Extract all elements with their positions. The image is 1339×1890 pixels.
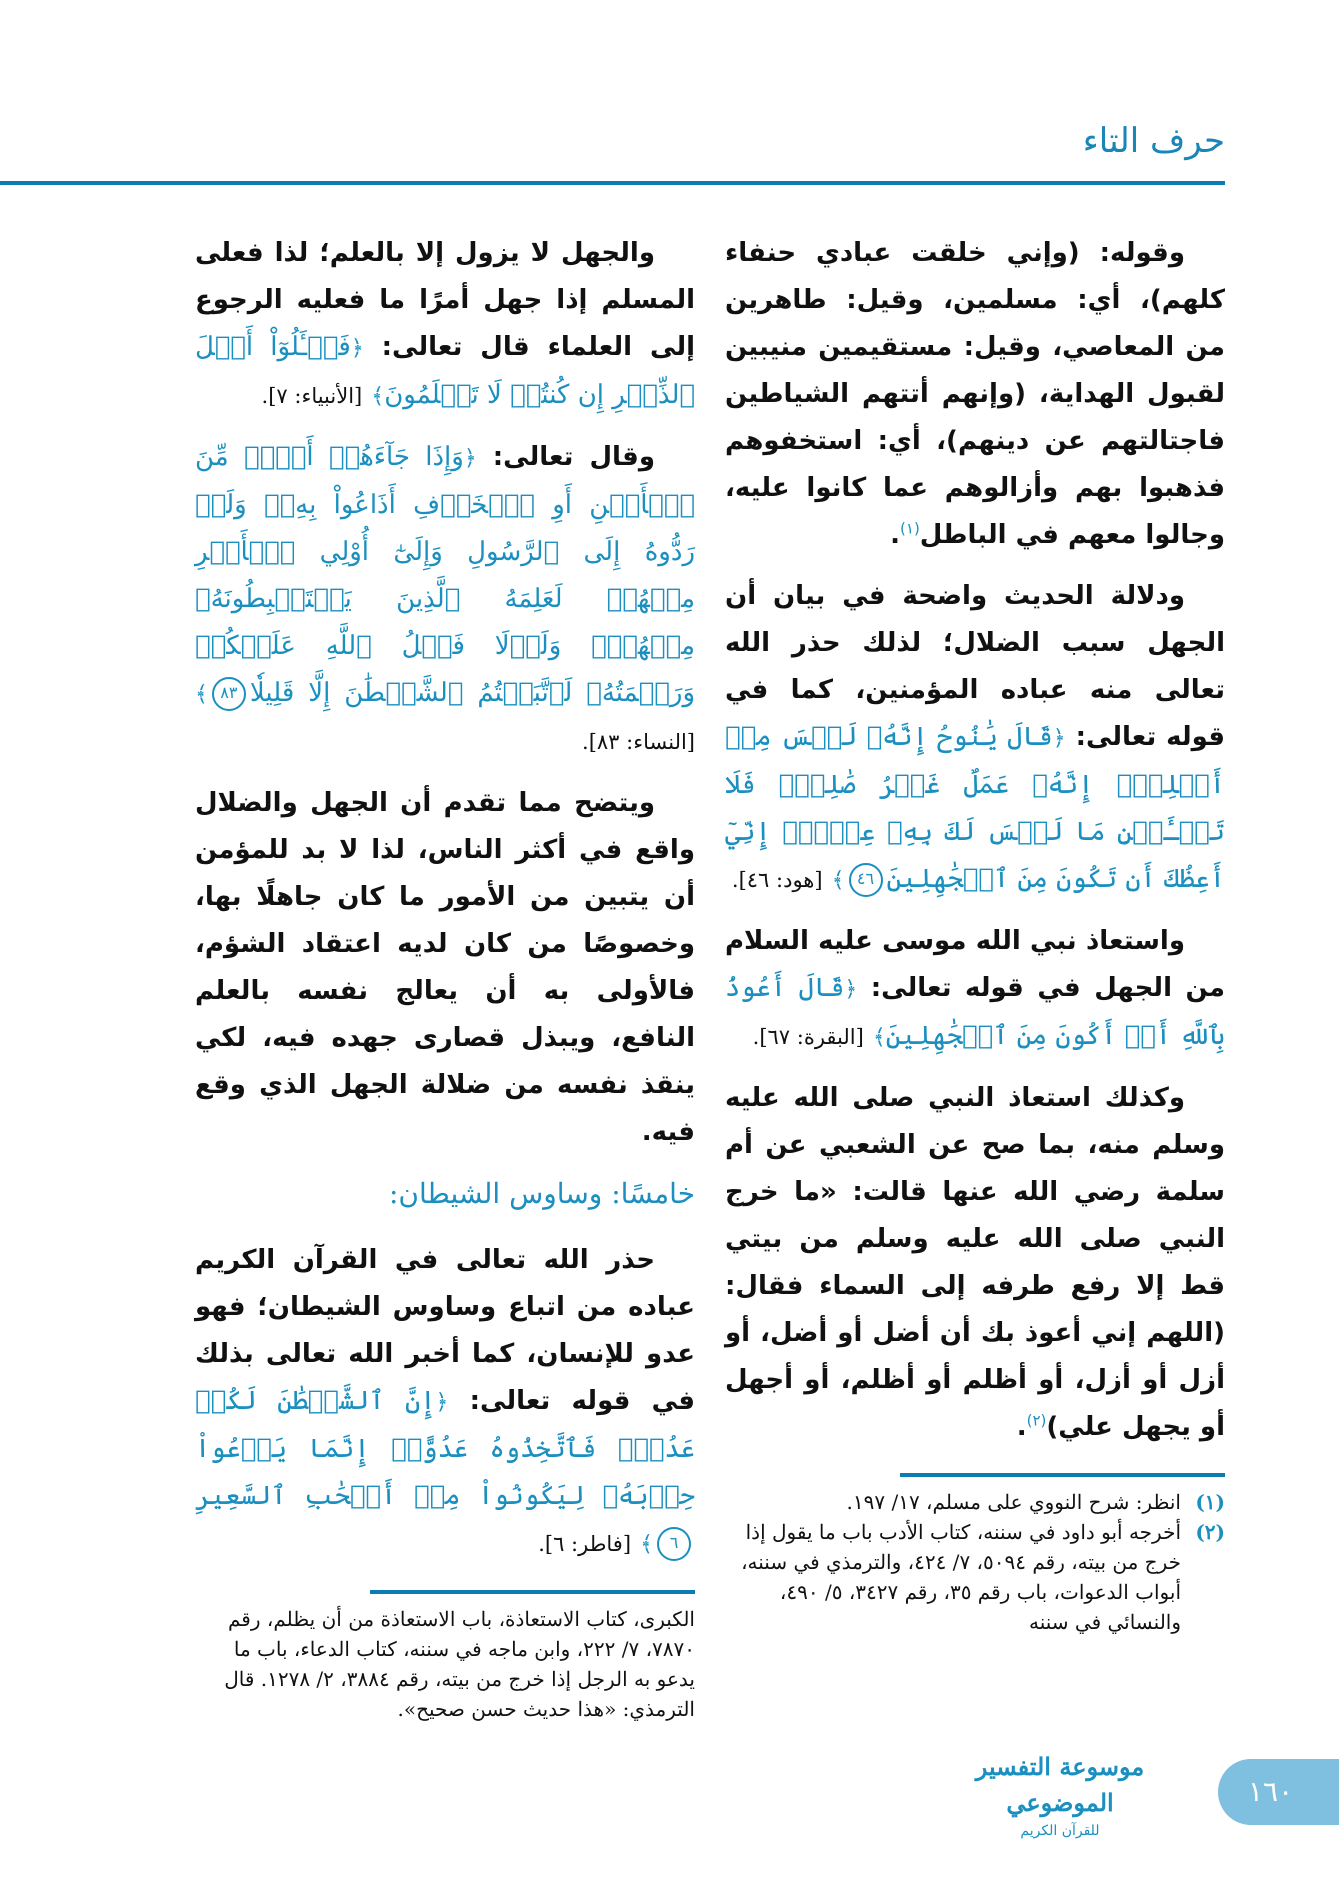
footnote-ref[interactable]: (٢) [1026,1411,1047,1430]
columns [195,230,1225,1724]
quran-verse: قَالَ يَٰنُوحُ إِنَّهُۥ لَيۡسَ مِنۡ أَهۡلِكَۖ إِنَّهُۥ عَمَلٌ غَيۡرُ صَٰلِحٖۖ فَلَا تَسۡـَٔلۡنِ مَا لَيۡسَ لَكَ بِهِۦ عِلۡمٌۖ إِنِّيٓ أَعِظُكَ أَن تَكُونَ مِنَ ٱلۡجَٰهِلِينَ [725,722,1225,894]
footnote-continuation: الكبرى، كتاب الاستعاذة، باب الاستعاذة من أن يظلم، رقم ٧٨٧٠، ٧/ ٢٢٢، وابن ماجه في سننه، كتاب الدعاء، باب ما يدعو به الرجل إذا خرج من بيته، رقم ٣٨٨٤، ٢/ ١٢٧٨. قال الترمذي: «هذا حديث حسن صحيح». [224,1607,695,1721]
paragraph [725,918,1225,1061]
right-column [725,230,1225,1637]
page-footer [0,1749,1339,1859]
brand-logo [925,1749,1195,1841]
paragraph [195,434,695,766]
brand-subtitle: للقرآن الكريم [1020,1823,1100,1839]
ornament-open-icon: ﴿ [350,336,364,361]
verse-reference: [النساء: ٨٣]. [582,730,695,754]
period: . [890,520,901,550]
footnote-divider [370,1590,695,1594]
page-number: ١٦٠ [1218,1759,1339,1825]
footnotes-list [725,1487,1225,1637]
quran-verse: فَسۡـَٔلُوٓاْ أَهۡلَ ٱلذِّكۡرِ إِن كُنتُمۡ لَا تَعۡلَمُونَ [195,332,695,410]
paragraph [725,573,1225,904]
page-header [0,110,1225,185]
left-column [195,230,695,1724]
ornament-open-icon: ﴿ [435,1390,449,1415]
paragraph-text: حذر الله تعالى في القرآن الكريم عباده من اتباع وساوس الشيطان؛ فهو عدو للإنسان، كما أخبر الله تعالى بذلك في قوله تعالى: [195,1245,695,1416]
chapter-title: حرف التاء [1082,121,1225,161]
paragraph-text: والجهل لا يزول إلا بالعلم؛ لذا فعلى المسلم إذا جهل أمرًا ما فعليه الرجوع إلى العلماء قال تعالى: [195,238,695,362]
footnotes-right [725,1473,1225,1637]
ornament-open-icon: ﴿ [463,446,477,471]
ornament-close-icon: ﴾ [371,384,385,409]
ornament-close-icon: ﴾ [640,1532,653,1557]
paragraph [725,1075,1225,1451]
verse-reference: [فاطر: ٦]. [538,1532,632,1556]
footnotes-list [195,1604,695,1724]
quran-verse: وَإِذَا جَآءَهُمۡ أَمۡرٞ مِّنَ ٱلۡأَمۡنِ أَوِ ٱلۡخَوۡفِ أَذَاعُواْ بِهِۦۖ وَلَوۡ رَدُّوهُ إِلَى ٱلرَّسُولِ وَإِلَىٰٓ أُوْلِي ٱلۡأَمۡرِ مِنۡهُمۡ لَعَلِمَهُ ٱلَّذِينَ يَسۡتَنۢبِطُونَهُۥ مِنۡهُمۡۗ وَلَوۡلَا فَضۡلُ ٱللَّهِ عَلَيۡكُمۡ وَرَحۡمَتُهُۥ لَٱتَّبَعۡتُمُ ٱلشَّيۡطَٰنَ إِلَّا قَلِيلٗا [195,442,695,708]
footnote-number: (١) [1195,1490,1225,1514]
quran-verse: قَالَ أَعُوذُ بِٱللَّهِ أَنۡ أَكُونَ مِنَ ٱلۡجَٰهِلِينَ [725,973,1225,1051]
paragraph-text: ودلالة الحديث واضحة في بيان أن الجهل سبب الضلال؛ لذلك حذر الله تعالى منه عباده المؤمنين، كما في قوله تعالى: [725,581,1226,752]
verse-reference: [البقرة: ٦٧]. [752,1025,864,1049]
footnote-item [725,1517,1225,1637]
paragraph-text: واستعاذ نبي الله موسى عليه السلام من الجهل في قوله تعالى: [725,926,1225,1003]
brand-title: موسوعة التفسير الموضوعي [975,1752,1145,1817]
ayah-number-badge: ٤٦ [849,863,883,897]
ornament-close-icon: ﴾ [872,1025,886,1050]
footnote-text: أخرجه أبو داود في سننه، كتاب الأدب باب ما يقول إذا خرج من بيته، رقم ٥٠٩٤، ٧/ ٤٢٤، والترمذي في سننه، أبواب الدعوات، باب رقم ٣٥، رقم ٣٤٢٧، ٥/ ٤٩٠، والنسائي في سننه [741,1520,1181,1634]
quran-verse: إِنَّ ٱلشَّيۡطَٰنَ لَكُمۡ عَدُوّٞ فَٱتَّخِذُوهُ عَدُوًّاۚ إِنَّمَا يَدۡعُواْ حِزۡبَهُۥ لِيَكُونُواْ مِنۡ أَصۡحَٰبِ ٱلسَّعِيرِ [195,1386,695,1511]
ayah-number-badge: ٨٣ [212,677,246,711]
ornament-close-icon: ﴾ [831,868,845,893]
verse-reference: [هود: ٤٦]. [731,868,823,892]
paragraph-text: وقال تعالى: [476,442,655,472]
paragraph-text: ويتضح مما تقدم أن الجهل والضلال واقع في أكثر الناس، لذا لا بد للمؤمن أن يتبين من الأمور ما كان جاهلًا بها، وخصوصًا من كان لديه اعتقاد الشؤم، فالأولى به أن يعالج نفسه بالعلم النافع، ويبذل قصارى جهده فيه، لكي ينقذ نفسه من ضلالة الجهل الذي وقع فيه. [195,788,695,1147]
paragraph-text: وقوله: (وإني خلقت عبادي حنفاء كلهم)، أي: مسلمين، وقيل: طاهرين من المعاصي، وقيل: مستقيمين منيبين لقبول الهداية، (وإنهم أتتهم الشياطين فاجتالتهم عن دينهم)، أي: استخفوهم فذهبوا بهم وأزالوهم عما كانوا عليه، وجالوا معهم في الباطل [725,238,1225,550]
paragraph [725,230,1225,559]
paragraph [195,1237,695,1568]
paragraph [195,780,695,1156]
header-divider [0,181,1225,185]
ayah-number-badge: ٦ [657,1527,691,1561]
paragraph [195,230,695,420]
footnote-ref[interactable]: (١) [900,519,920,538]
period: . [1016,1412,1027,1442]
ornament-open-icon: ﴿ [844,977,858,1002]
verse-reference: [الأنبياء: ٧]. [261,384,363,408]
section-heading: خامسًا: وساوس الشيطان: [388,1177,695,1210]
footnote-item [725,1487,1225,1517]
footnotes-left [195,1590,695,1724]
ornament-open-icon: ﴿ [1052,726,1066,751]
footnote-divider [900,1473,1225,1477]
footnote-text: انظر: شرح النووي على مسلم، ١٧/ ١٩٧. [846,1490,1181,1514]
footnote-number: (٢) [1195,1520,1225,1544]
paragraph-text: وكذلك استعاذ النبي صلى الله عليه وسلم منه، بما صح عن الشعبي عن أم سلمة رضي الله عنها قالت: «ما خرج النبي صلى الله عليه وسلم من بيتي قط إلا رفع طرفه إلى السماء فقال: (اللهم إني أعوذ بك أن أضل أو أضل، أو أزل أو أزل، أو أظلم أو أظلم، أو أجهل أو يجهل علي) [725,1083,1225,1442]
ornament-close-icon: ﴾ [195,682,208,707]
